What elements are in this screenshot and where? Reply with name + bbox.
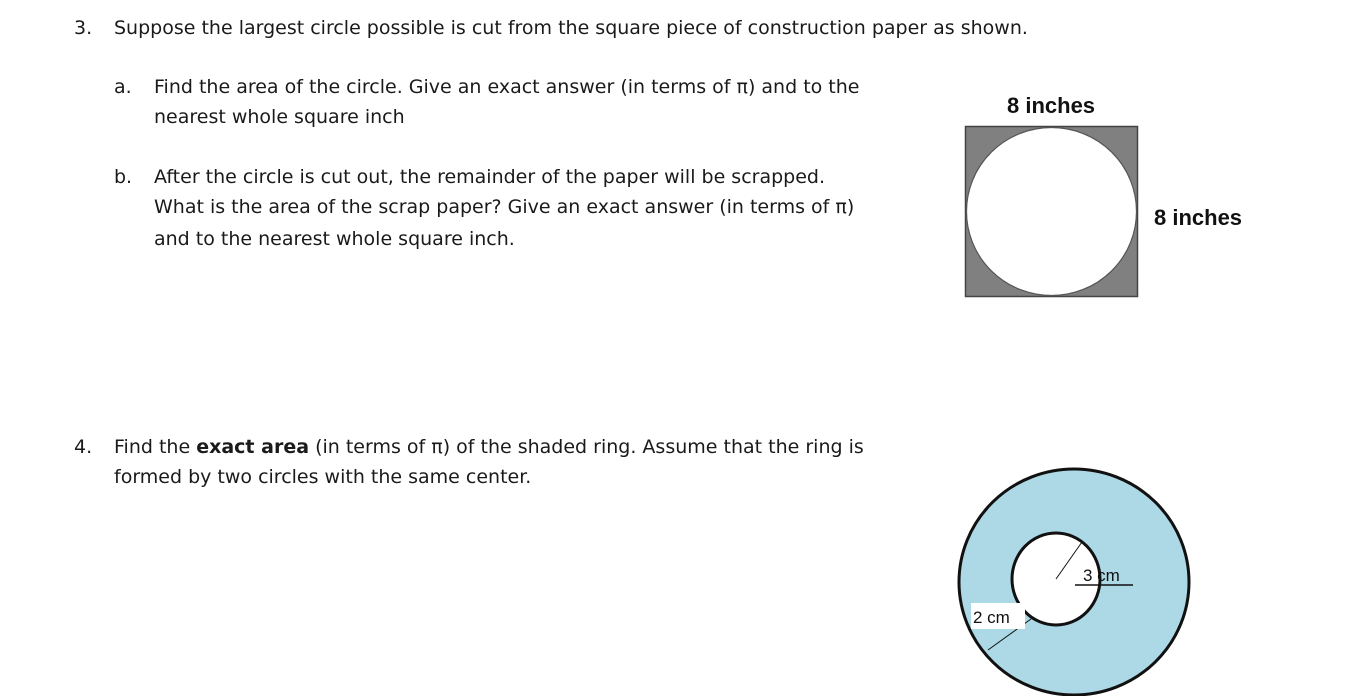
square-top-label: 8 inches: [1007, 93, 1096, 118]
part-b-letter: b.: [114, 166, 133, 188]
part-a-line-2: nearest whole square inch: [154, 106, 405, 128]
part-a-line-1: Find the area of the circle. Give an exact answer (in terms of π) and to the: [154, 76, 860, 98]
part-b-line-2: What is the area of the scrap paper? Give an exact answer (in terms of π): [154, 196, 855, 218]
question-4-line-1: [114, 435, 864, 459]
part-b-line-1: After the circle is cut out, the remainder of the paper will be scrapped.: [154, 166, 826, 188]
question-4-number: 4.: [74, 436, 93, 458]
question-4-line-2: formed by two circles with the same center.: [114, 466, 532, 488]
part-b-line-3: and to the nearest whole square inch.: [154, 228, 515, 250]
question-4-bold: exact area: [196, 436, 310, 458]
question-3-prompt: Suppose the largest circle possible is cut from the square piece of construction paper as shown.: [114, 17, 1028, 39]
square-side-label: 8 inches: [1154, 205, 1243, 230]
question-4-text-a: Find the: [114, 436, 197, 458]
square-circle-figure: [965, 126, 1139, 298]
question-3-number: 3.: [74, 17, 93, 39]
outer-radius-label: 2 cm: [973, 608, 1010, 627]
ring-figure: [955, 465, 1195, 696]
inner-radius-label: 3 cm: [1083, 566, 1120, 585]
part-a-letter: a.: [114, 76, 132, 98]
cut-circle: [967, 128, 1137, 296]
question-4-text-b: (in terms of π) of the shaded ring. Assume that the ring is: [309, 436, 864, 458]
